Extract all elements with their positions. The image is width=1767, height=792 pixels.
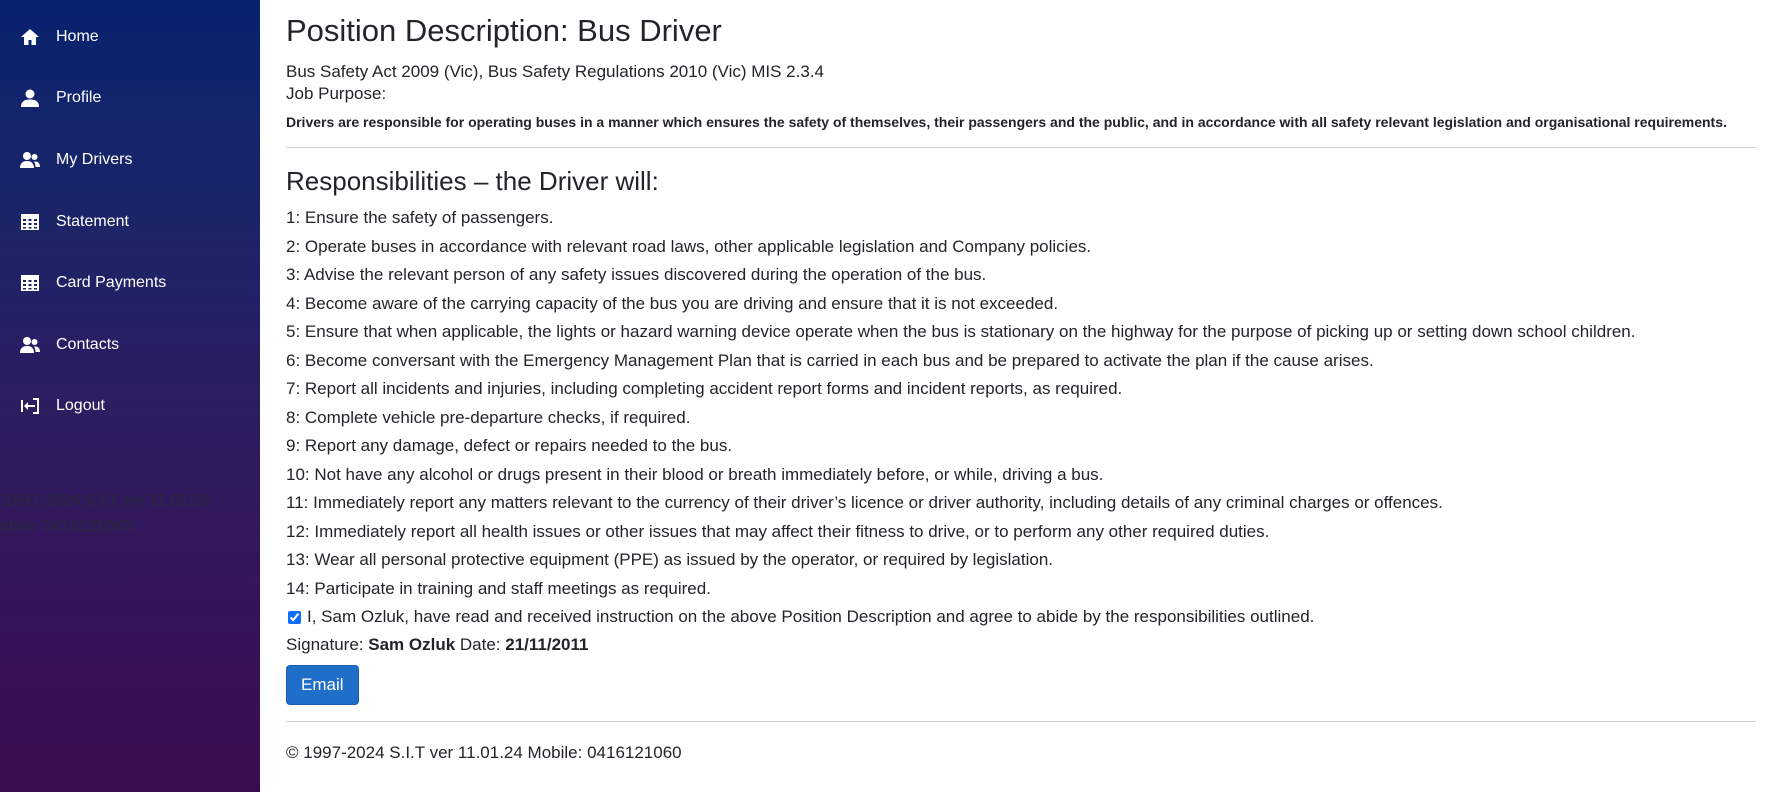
job-purpose-label: Job Purpose:: [286, 84, 387, 103]
sidebar-item-label: Contacts: [56, 335, 120, 353]
agreement-row[interactable]: [286, 603, 1756, 631]
sidebar-item-card-payments[interactable]: [0, 252, 260, 314]
divider: [286, 721, 1756, 722]
users-icon: [20, 335, 40, 355]
list-item: 12: Immediately report all health issues or other issues that may affect their fitness to drive, or to perform any other required duties.: [286, 521, 1270, 541]
sidebar-item-contacts[interactable]: [0, 314, 260, 376]
sidebar-item-home[interactable]: [0, 6, 260, 68]
user-icon: [20, 88, 40, 108]
divider: [286, 147, 1756, 148]
signature-label: Signature:: [286, 635, 364, 654]
signature-line: [286, 631, 1756, 659]
list-item: 2: Operate buses in accordance with relevant road laws, other applicable legislation and Company policies.: [286, 236, 1092, 256]
page-title: Position Description: Bus Driver: [286, 13, 722, 48]
ghost-footer-line: obile: 0416121060: [0, 518, 132, 535]
sidebar: [0, 0, 260, 792]
list-item: 3: Advise the relevant person of any safety issues discovered during the operation of the bus.: [286, 265, 987, 284]
list-item: 11: Immediately report any matters relevant to the currency of their driver’s licence or driver authority, including details of any criminal charges or offences.: [286, 493, 1443, 512]
responsibilities-heading: Responsibilities – the Driver will:: [286, 166, 659, 196]
list-item: 7: Report all incidents and injuries, including completing accident report forms and incident reports, as required.: [286, 379, 1123, 398]
list-item: 14: Participate in training and staff meetings as required.: [286, 578, 711, 598]
list-item: 5: Ensure that when applicable, the lights or hazard warning device operate when the bus is stationary on the highway for the purpose of picking up or setting down school children.: [286, 322, 1636, 341]
table-icon: [20, 212, 40, 232]
list-item: 6: Become conversant with the Emergency Management Plan that is carried in each bus and be prepared to activate the plan if the cause arises.: [286, 350, 1374, 370]
sidebar-item-label: Profile: [56, 89, 102, 107]
page-footer: © 1997-2024 S.I.T ver 11.01.24 Mobile: 0416121060: [286, 743, 682, 762]
main-content: [286, 0, 1756, 764]
sidebar-item-label: Logout: [56, 397, 105, 415]
list-item: 10: Not have any alcohol or drugs present in their blood or breath immediately before, or while, driving a bus.: [286, 464, 1104, 484]
list-item: 13: Wear all personal protective equipment (PPE) as issued by the operator, or required by legislation.: [286, 550, 1053, 569]
table-icon: [20, 273, 40, 293]
list-item: 8: Complete vehicle pre-departure checks, if required.: [286, 407, 691, 427]
list-item: 9: Report any damage, defect or repairs needed to the bus.: [286, 436, 733, 455]
sidebar-item-label: My Drivers: [56, 150, 133, 168]
sidebar-item-label: Card Payments: [56, 274, 167, 292]
agreement-checkbox[interactable]: [288, 611, 301, 624]
sidebar-item-label: Statement: [56, 212, 129, 230]
list-item: 1: Ensure the safety of passengers.: [286, 208, 554, 227]
responsibilities-list: [286, 204, 1756, 603]
logout-icon: [20, 396, 40, 416]
date-value: 21/11/2011: [505, 635, 589, 654]
agreement-text: I, Sam Ozluk, have read and received instruction on the above Position Description and agree to abide by the responsibilities outlined.: [307, 607, 1315, 626]
signature-name: Sam Ozluk: [368, 635, 456, 654]
users-icon: [20, 150, 40, 170]
date-label: Date:: [459, 635, 501, 654]
sidebar-ghost-footer: [0, 488, 260, 540]
legislation-text: Bus Safety Act 2009 (Vic), Bus Safety Regulations 2010 (Vic) MIS 2.3.4: [286, 62, 824, 81]
home-icon: [20, 27, 40, 47]
list-item: 4: Become aware of the carrying capacity of the bus you are driving and ensure that it is not exceeded.: [286, 293, 1059, 313]
sidebar-item-my-drivers[interactable]: [0, 129, 260, 191]
sidebar-item-profile[interactable]: [0, 68, 260, 130]
job-purpose-text: Drivers are responsible for operating buses in a manner which ensures the safety of themselves, their passengers and the public, and in accordance with all safety relevant legislation and organisational requirements.: [286, 114, 1727, 130]
email-button[interactable]: Email: [286, 665, 359, 705]
ghost-footer-line: 1997-2024 S.I.T ver 11.01.24: [4, 492, 211, 509]
sidebar-item-label: Home: [56, 27, 99, 45]
sidebar-item-statement[interactable]: [0, 191, 260, 253]
sidebar-item-logout[interactable]: [0, 376, 260, 438]
